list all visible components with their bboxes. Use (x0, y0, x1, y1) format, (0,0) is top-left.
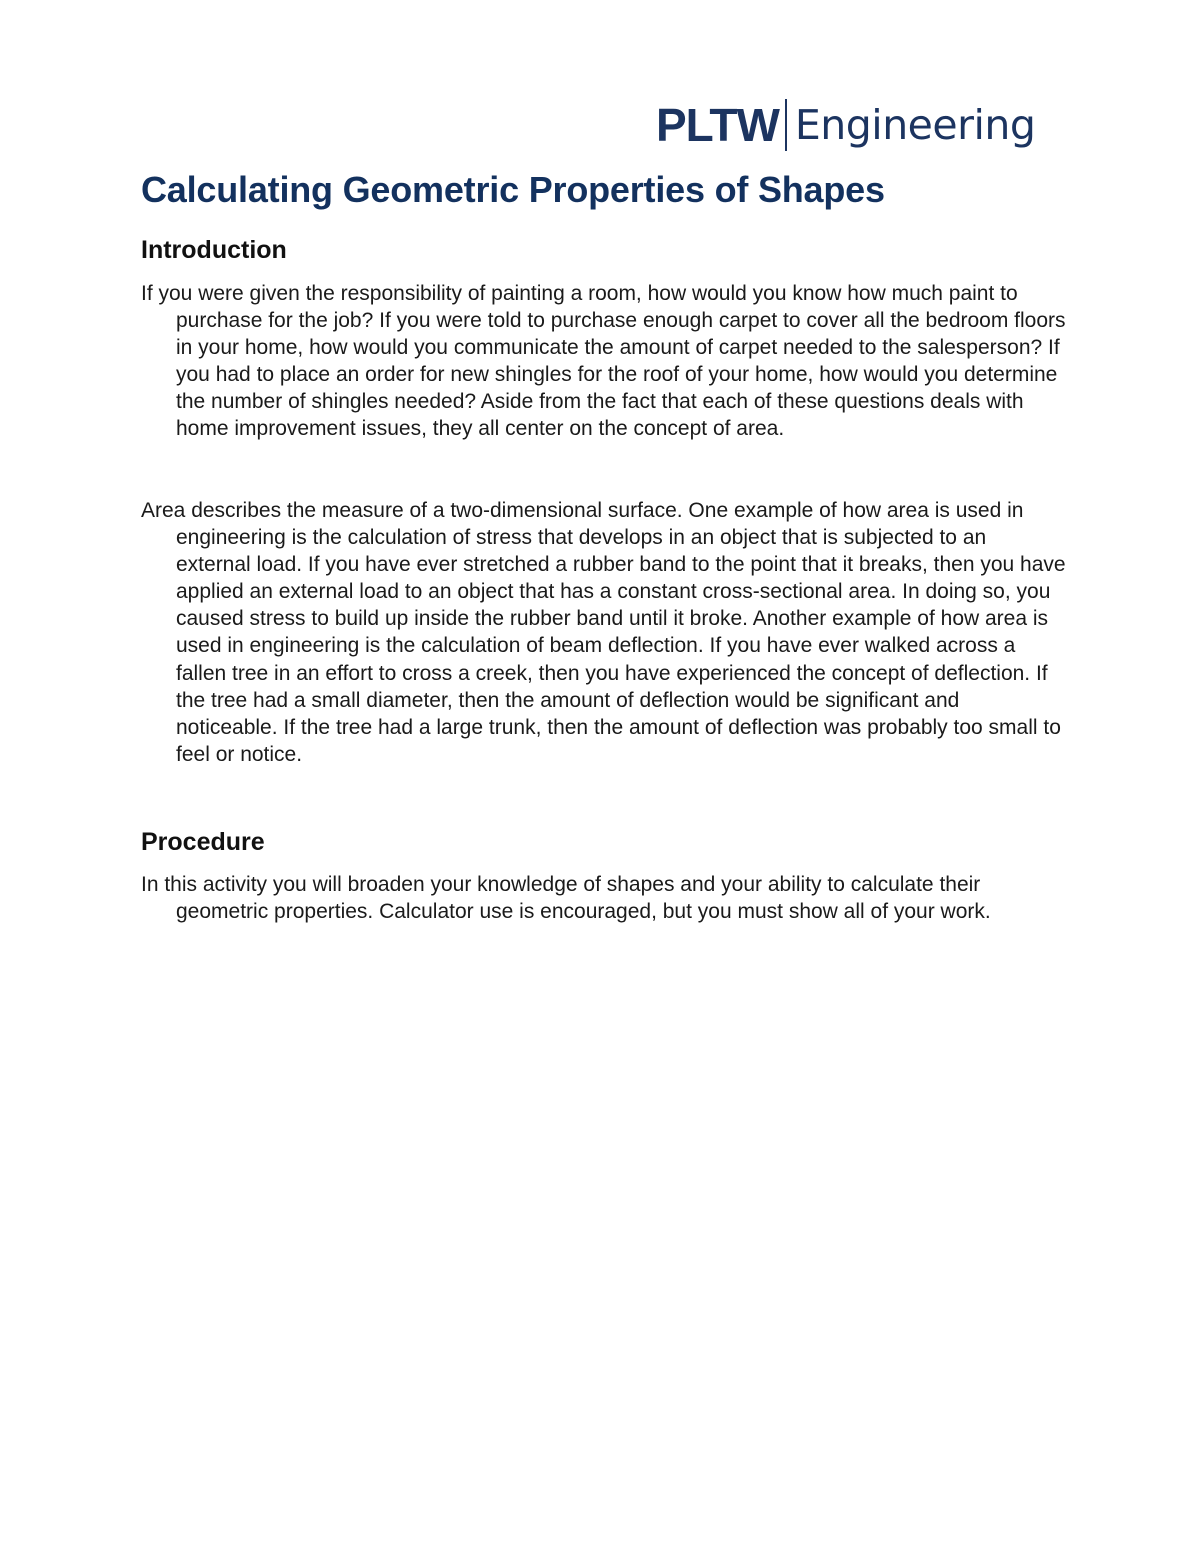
pltw-engineering-logo (656, 96, 1035, 154)
section-heading-procedure: Procedure (141, 828, 265, 856)
document-title: Calculating Geometric Properties of Shapes (141, 169, 885, 210)
introduction-paragraph-1: If you were given the responsibility of painting a room, how would you know how much paint to purchase for the job? If you were told to purchase enough carpet to cover all the bedroom floors in your home, how would you communicate the amount of carpet needed to the salesperson? If you had to place an order for new shingles for the roof of your home, how would you determine the number of shingles needed? Aside from the fact that each of these questions deals with home improvement issues, they all center on the concept of area. (141, 282, 1066, 441)
section-heading-introduction: Introduction (141, 236, 287, 264)
logo-brand-text: PLTW (656, 99, 779, 151)
logo-sub-text: Engineering (794, 100, 1036, 149)
introduction-paragraph-2: Area describes the measure of a two-dimensional surface. One example of how area is used in engineering is the calculation of stress that develops in an object that is subjected to an external load. If you have ever stretched a rubber band to the point that it breaks, then you have applied an external load to an object that has a constant cross-sectional area. In doing so, you caused stress to build up inside the rubber band until it broke. Another example of how area is used in engineering is the calculation of beam deflection. If you have ever walked across a fallen tree in an effort to cross a creek, then you have experienced the concept of deflection. If the tree had a small diameter, then the amount of deflection would be significant and noticeable. If the tree had a large trunk, then the amount of deflection was probably too small to feel or notice. (141, 499, 1066, 766)
procedure-paragraph: In this activity you will broaden your knowledge of shapes and your ability to calculate their geometric properties. Calculator use is encouraged, but you must show all of your work. (141, 873, 991, 924)
logo-divider (785, 99, 787, 151)
